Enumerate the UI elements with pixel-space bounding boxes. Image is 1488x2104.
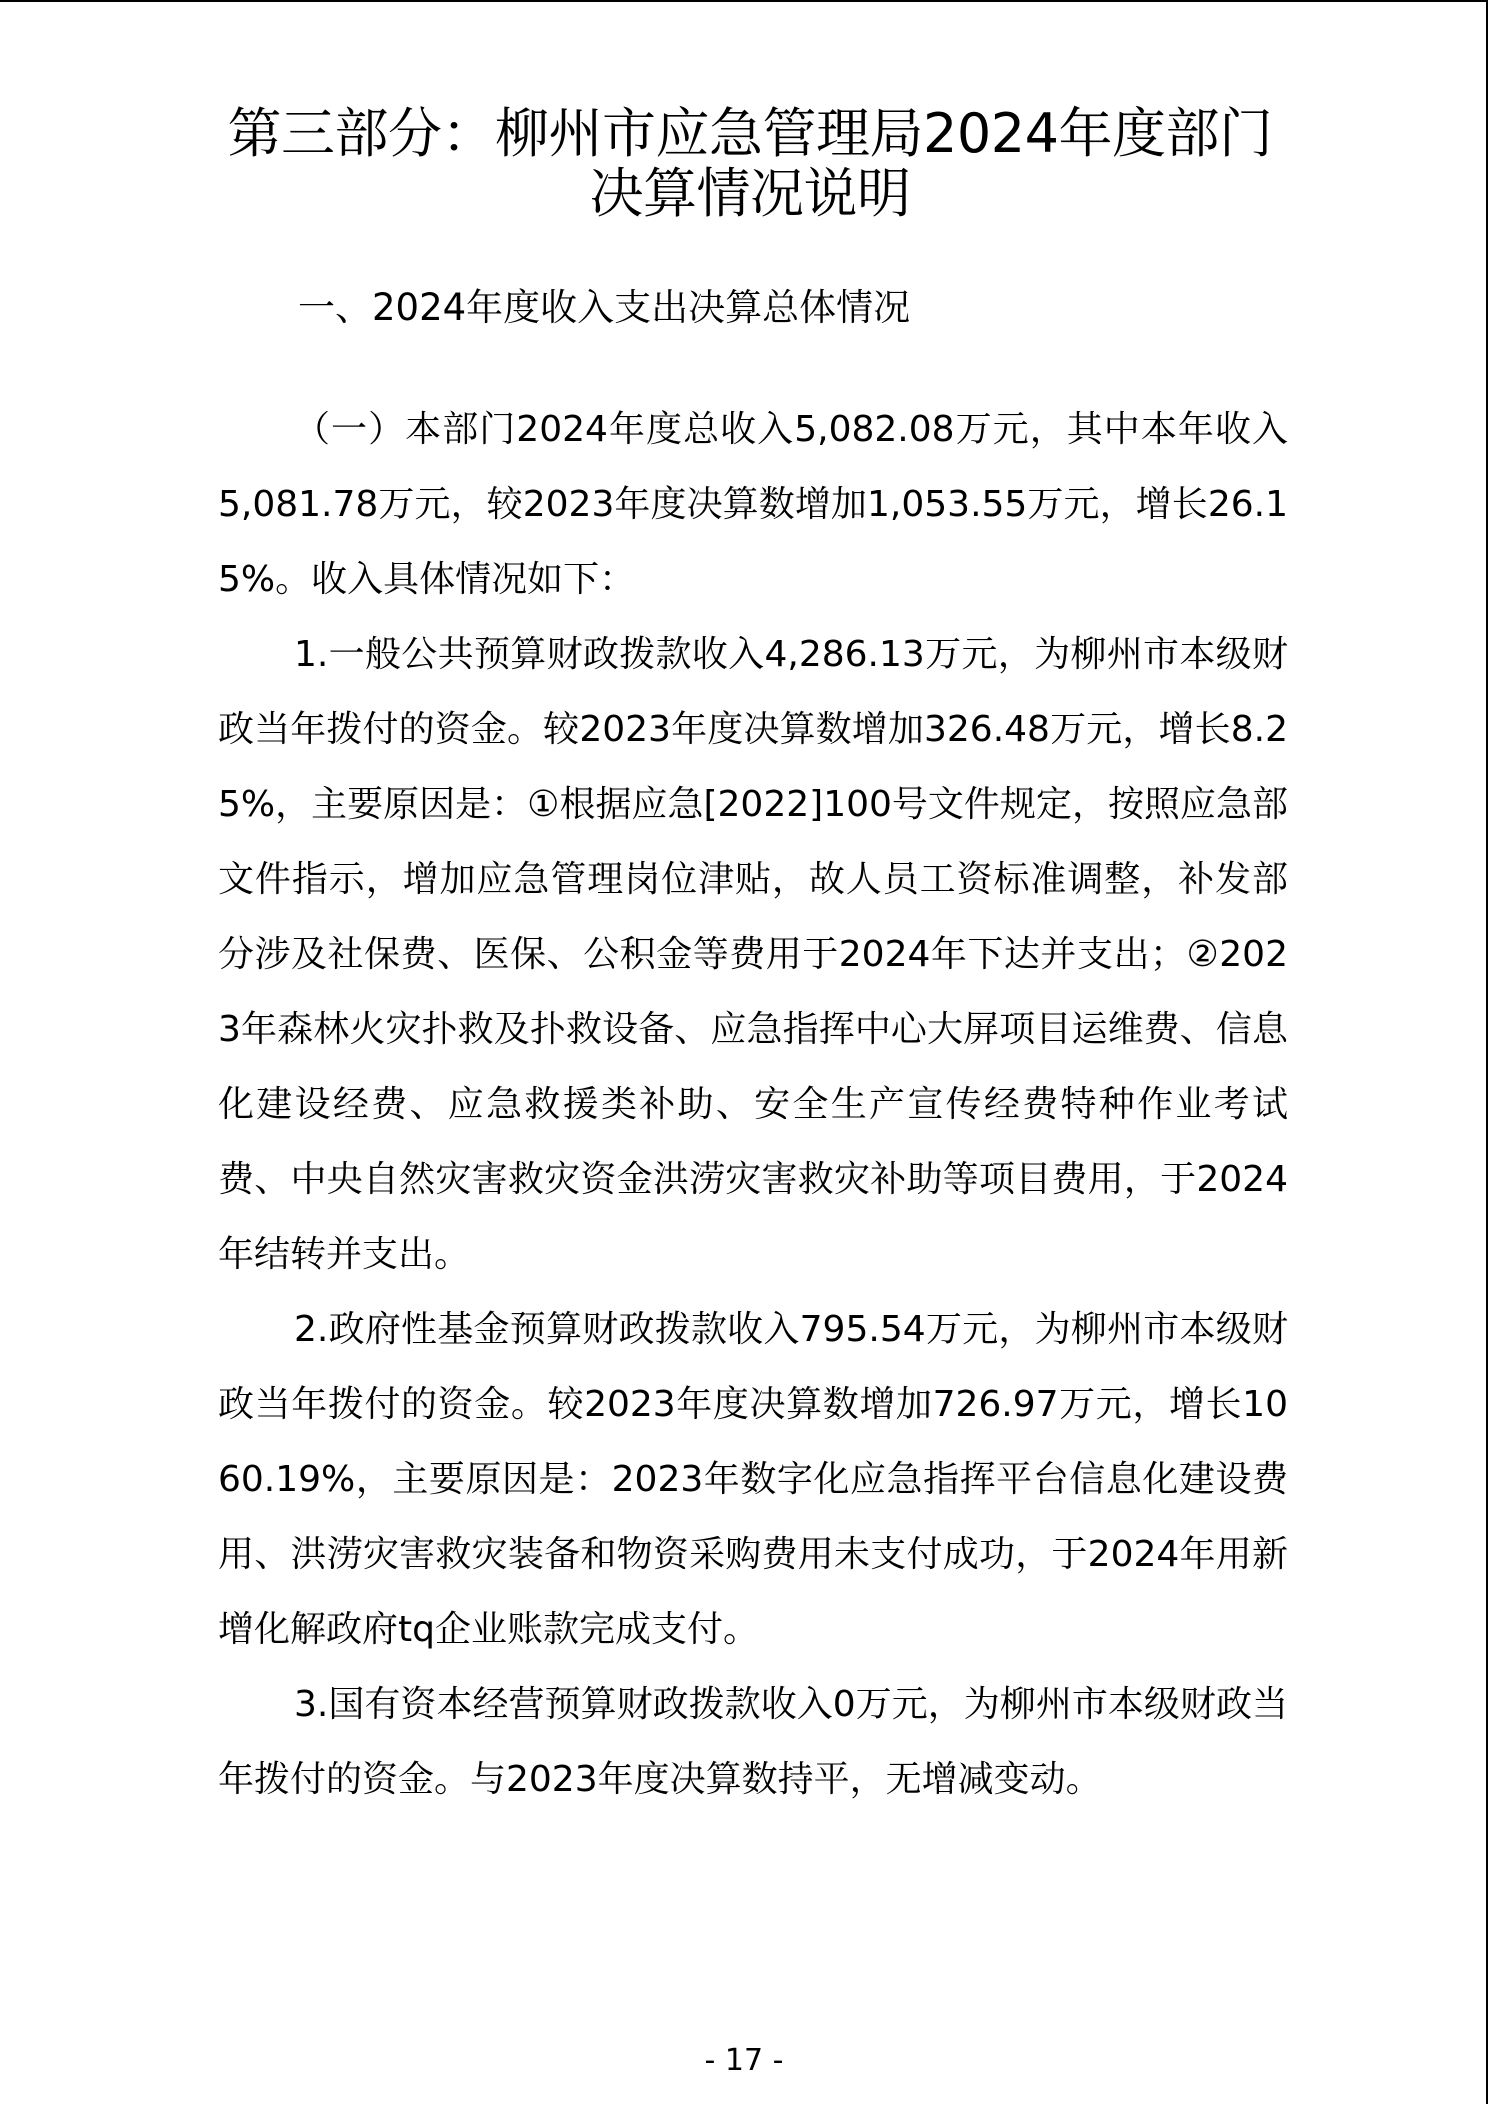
document-body xyxy=(218,392,1288,1817)
paragraph-total-income: （一）本部门2024年度总收入5,082.08万元，其中本年收入5,081.78万元，较2023年度决算数增加1,053.55万元，增长26.15%。收入具体情况如下： xyxy=(218,409,1288,600)
document-title-line-1: 第三部分：柳州市应急管理局2024年度部门 xyxy=(227,102,1273,165)
document-title xyxy=(200,104,1300,224)
paragraph-government-fund: 2.政府性基金预算财政拨款收入795.54万元，为柳州市本级财政当年拨付的资金。较2023年度决算数增加726.97万元，增长1060.19%，主要原因是：2023年数字化应急指挥平台信息化建设费用、洪涝灾害救灾装备和物资采购费用未支付成功，于2024年用新增化解政府tq企业账款完成支付。 xyxy=(218,1309,1288,1650)
paragraph-general-budget: 1.一般公共预算财政拨款收入4,286.13万元，为柳州市本级财政当年拨付的资金。较2023年度决算数增加326.48万元，增长8.25%，主要原因是：①根据应急[2022]100号文件规定，按照应急部文件指示，增加应急管理岗位津贴，故人员工资标准调整，补发部分涉及社保费、医保、公积金等费用于2024年下达并支出；②2023年森林火灾扑救及扑救设备、应急指挥中心大屏项目运维费、信息化建设经费、应急救援类补助、安全生产宣传经费特种作业考试费、中央自然灾害救灾资金洪涝灾害救灾补助等项目费用，于2024年结转并支出。 xyxy=(218,634,1288,1275)
paragraph-state-capital: 3.国有资本经营预算财政拨款收入0万元，为柳州市本级财政当年拨付的资金。与2023年度决算数持平，无增减变动。 xyxy=(218,1684,1288,1800)
section-heading: 一、2024年度收入支出决算总体情况 xyxy=(298,286,911,329)
document-title-line-2: 决算情况说明 xyxy=(589,162,911,225)
page-number: - 17 - xyxy=(704,2043,784,2078)
